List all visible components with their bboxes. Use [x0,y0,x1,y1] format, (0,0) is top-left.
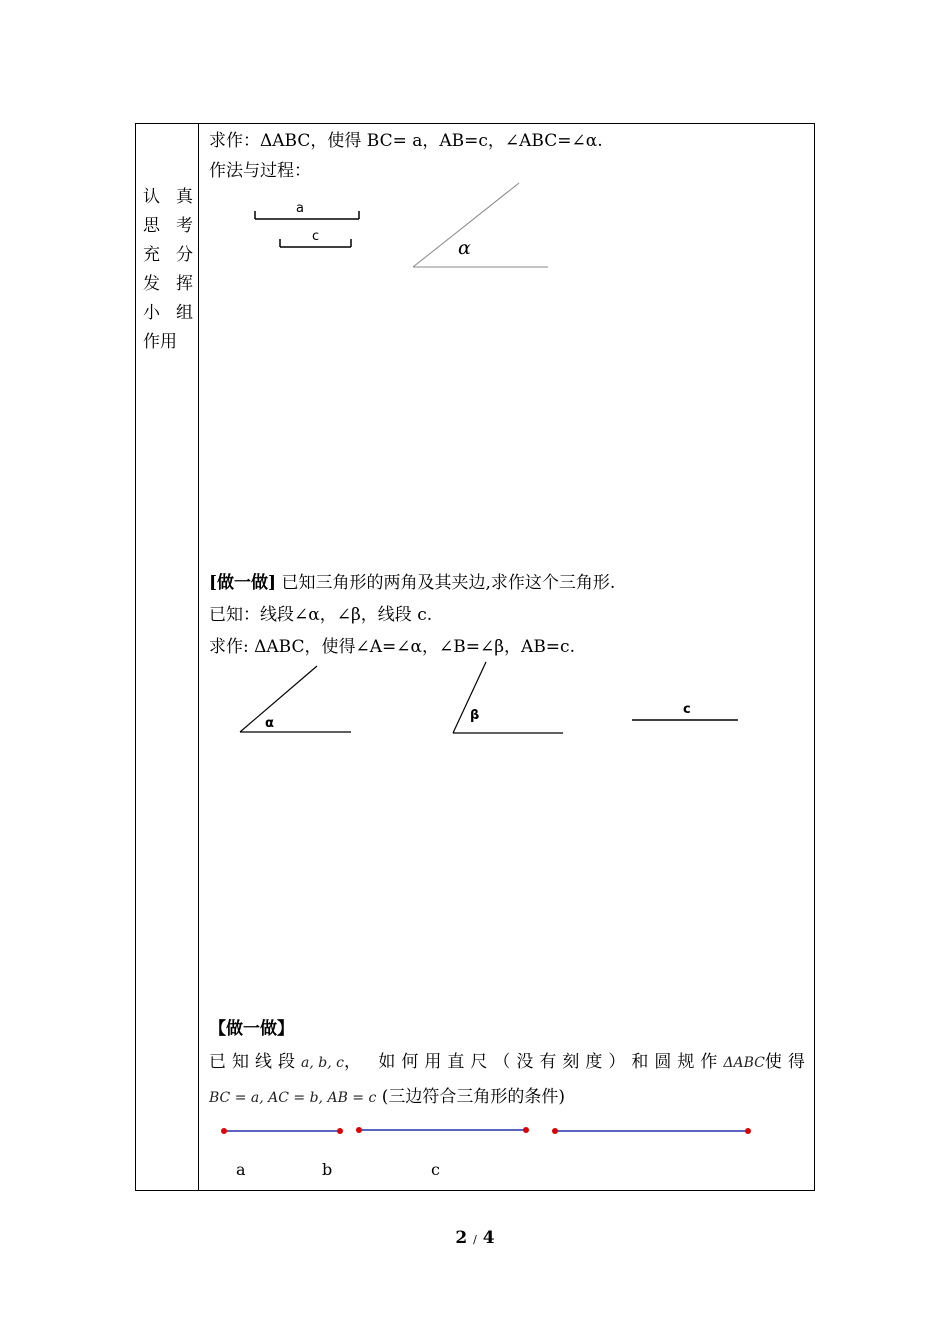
page-separator: / [473,1233,477,1246]
task3-label-a: a [236,1160,246,1179]
task3-condition: (三边符合三角形的条件) [381,1087,565,1107]
task2-given: 已知：线段∠α，∠β，线段 c. [209,605,433,625]
page-current: 2 [455,1228,468,1248]
page-number [0,1228,950,1248]
task3-segment-c [552,1128,751,1134]
side-char: 真 [176,187,193,207]
task2-beta-label: β [470,708,480,723]
side-char: 考 [176,216,193,236]
task3-label-b: b [322,1160,333,1179]
task3-math-triangle: ΔABC [723,1055,765,1071]
task2-title: 已知三角形的两角及其夹边,求作这个三角形. [276,573,616,593]
page-total: 4 [482,1228,495,1248]
task2-tag: [做一做] [209,573,277,593]
task2-alpha-label: α [265,716,274,731]
side-char: 小 [143,303,160,323]
side-char: 认 [143,187,160,207]
angle-alpha-label: α [458,237,471,259]
side-char: 作用 [143,332,177,352]
side-char: 发 [143,274,160,294]
task3-mid: ， 如何用直尺（没有刻度）和圆规作 [343,1052,724,1072]
task3-prefix: 已知线段 [209,1052,301,1072]
task2-angle-alpha [240,666,351,732]
task3-math-abc: a, b, c [301,1055,344,1071]
task3-label-c: c [431,1160,440,1179]
angle-alpha-figure [413,183,548,267]
task2-c-label: c [683,702,691,717]
task3-line1 [209,1047,811,1072]
task3-segment-a [221,1128,343,1134]
side-char: 思 [143,216,160,236]
task3-line2 [209,1082,565,1107]
side-char: 充 [143,245,160,265]
side-char: 挥 [176,274,193,294]
task1-method: 作法与过程： [209,161,311,181]
side-char: 分 [176,245,193,265]
task2-heading [209,568,615,593]
segment-a-label: a [296,201,304,216]
task3-math-equations: BC = a, AC = b, AB = c [209,1090,377,1106]
task3-tag: 【做一做】 [209,1019,294,1039]
task1-required: 求作：ΔABC，使得 BC= a，AB=c，∠ABC=∠α. [209,131,603,151]
task2-required: 求作: ΔABC，使得∠A=∠α，∠B=∠β，AB=c. [209,637,575,657]
task3-segment-b [356,1127,529,1133]
segment-c-label: c [312,229,320,244]
side-char: 组 [176,303,193,323]
task3-suffix: 使得 [764,1052,811,1072]
segment-a-figure [255,211,359,219]
